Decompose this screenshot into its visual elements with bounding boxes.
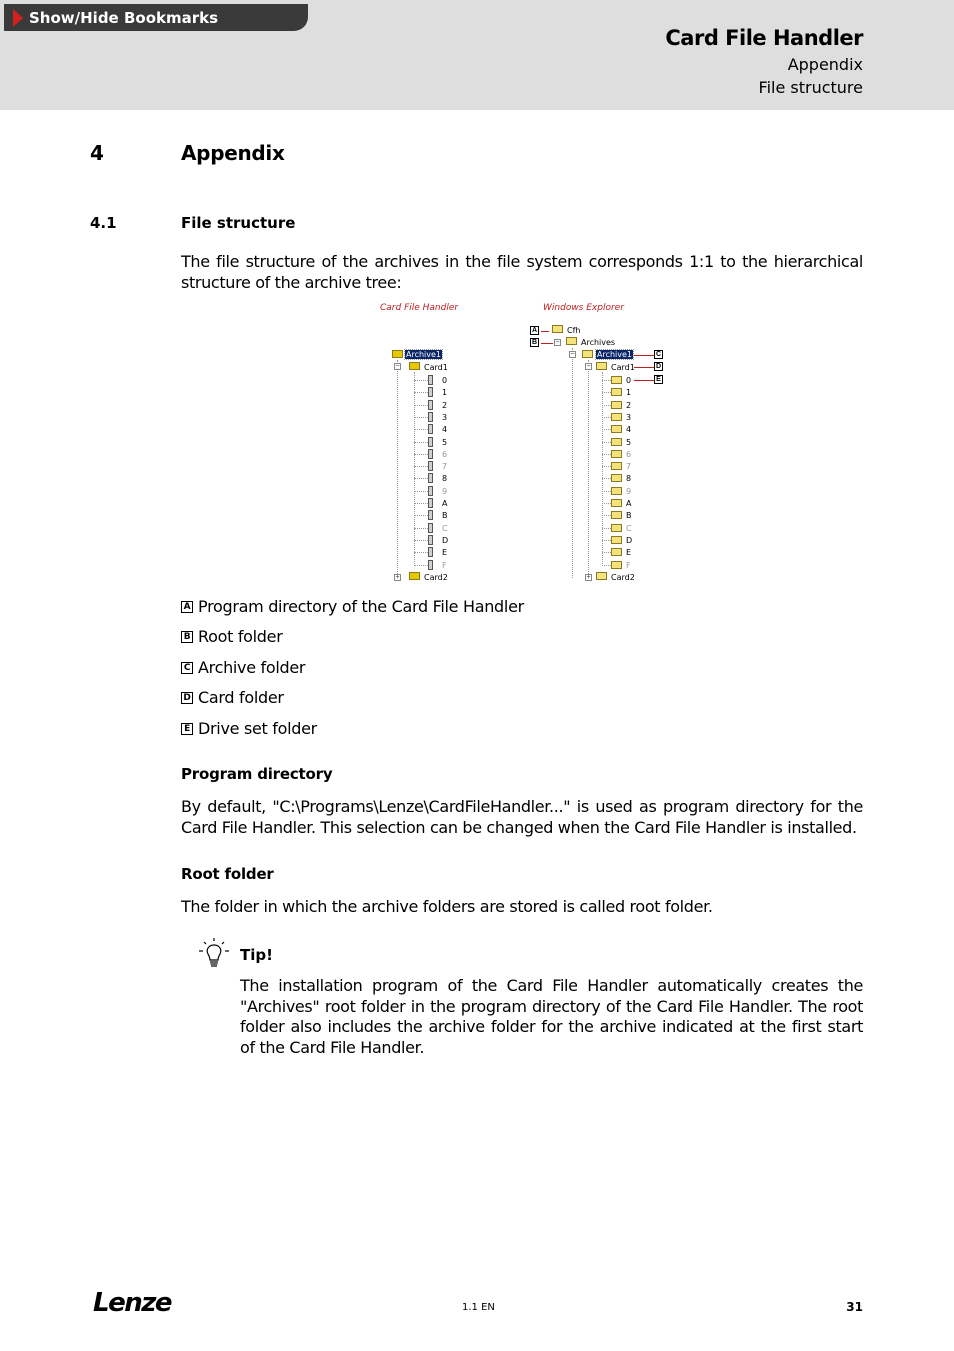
tree-connector bbox=[414, 478, 428, 479]
folder-icon bbox=[611, 388, 622, 396]
tree-connector bbox=[414, 552, 428, 553]
tree-node-drive: D bbox=[442, 535, 449, 545]
tip-title: Tip! bbox=[240, 946, 273, 964]
tree-connector bbox=[602, 442, 611, 443]
tree-node-drive: 1 bbox=[626, 388, 632, 398]
folder-icon bbox=[596, 572, 607, 580]
folder-icon bbox=[566, 337, 577, 345]
tree-connector bbox=[602, 372, 603, 566]
card-folder-icon bbox=[409, 362, 420, 370]
collapse-toggle: − bbox=[570, 351, 575, 358]
drive-icon bbox=[428, 400, 433, 410]
legend-key-d: D bbox=[181, 692, 193, 704]
drive-icon bbox=[428, 547, 433, 557]
folder-icon bbox=[582, 350, 593, 358]
folder-icon bbox=[611, 438, 622, 446]
folder-icon bbox=[611, 511, 622, 519]
tree-node-archive1: Archive1 bbox=[597, 350, 633, 359]
folder-icon bbox=[611, 376, 622, 384]
tree-connector bbox=[602, 565, 611, 566]
root-folder-paragraph: The folder in which the archive folders are stored is called root folder. bbox=[181, 897, 713, 916]
tag-line bbox=[541, 343, 553, 344]
legend-item-d bbox=[181, 688, 284, 707]
header-section: File structure bbox=[758, 78, 863, 97]
legend-item-e bbox=[181, 719, 317, 738]
tag-c: C bbox=[655, 351, 662, 358]
tree-connector bbox=[602, 540, 611, 541]
tree-connector bbox=[602, 454, 611, 455]
tree-node-drive: 4 bbox=[626, 425, 632, 435]
tree-node-drive: 7 bbox=[626, 462, 632, 472]
tag-b: B bbox=[531, 339, 538, 346]
folder-icon bbox=[611, 462, 622, 470]
tree-node-drive: 6 bbox=[442, 449, 448, 459]
program-directory-paragraph: By default, "C:\Programs\Lenze\CardFileHandler..." is used as program directory for the Card File Handler. This selection can be changed when the Card File Handler is installed. bbox=[181, 797, 863, 837]
lightbulb-icon bbox=[196, 936, 232, 970]
folder-icon bbox=[611, 425, 622, 433]
tree-connector bbox=[414, 392, 428, 393]
tree-node-drive: 5 bbox=[626, 437, 632, 447]
show-hide-bookmarks-button[interactable] bbox=[4, 4, 308, 31]
drive-icon bbox=[428, 387, 433, 397]
tree-node-drive: 3 bbox=[626, 412, 632, 422]
tree-connector bbox=[414, 454, 428, 455]
bookmarks-label: Show/Hide Bookmarks bbox=[29, 8, 219, 27]
tree-connector bbox=[414, 417, 428, 418]
document-title: Card File Handler bbox=[665, 26, 863, 50]
subsection-title: File structure bbox=[181, 214, 296, 232]
drive-icon bbox=[428, 461, 433, 471]
legend-key-e: E bbox=[181, 723, 193, 735]
tree-node-drive: 0 bbox=[442, 376, 448, 385]
folder-icon bbox=[611, 474, 622, 482]
tree-connector bbox=[414, 372, 415, 566]
tree-node-card1: Card1 bbox=[424, 363, 448, 372]
triangle-right-icon bbox=[13, 9, 23, 27]
tree-node-drive: 4 bbox=[442, 425, 448, 435]
drive-icon bbox=[428, 535, 433, 545]
tree-connector bbox=[414, 405, 428, 406]
folder-icon bbox=[611, 561, 622, 569]
tree-connector bbox=[414, 515, 428, 516]
tree-connector bbox=[397, 360, 398, 578]
section-title: Appendix bbox=[181, 141, 285, 165]
tree-connector bbox=[588, 360, 589, 578]
program-directory-heading: Program directory bbox=[181, 765, 333, 783]
tree-node-card2: Card2 bbox=[611, 573, 635, 582]
tree-node-drive: 2 bbox=[626, 400, 632, 410]
tree-connector bbox=[414, 565, 428, 566]
archive-folder-icon bbox=[392, 350, 403, 358]
collapse-toggle: − bbox=[395, 363, 400, 370]
tip-paragraph: The installation program of the Card File Handler automatically creates the "Archives" root folder in the program directory of the Card File Handler. The root folder also includes the archive folder for the archive indicated at the first start of the Card File Handler. bbox=[240, 976, 863, 1058]
drive-icon bbox=[428, 412, 433, 422]
legend-text-d: Card folder bbox=[198, 688, 284, 707]
root-folder-heading: Root folder bbox=[181, 865, 274, 883]
tag-e: E bbox=[654, 375, 663, 384]
tree-node-drive: 8 bbox=[626, 474, 632, 484]
tree-connector bbox=[414, 491, 428, 492]
folder-icon bbox=[611, 450, 622, 458]
legend-key-b: B bbox=[181, 631, 193, 643]
tree-node-drive: 3 bbox=[442, 412, 448, 422]
tree-connector bbox=[414, 528, 428, 529]
drive-icon bbox=[428, 449, 433, 459]
tree-node-cfh: Cfh bbox=[567, 326, 581, 335]
tree-node-drive: 7 bbox=[442, 462, 448, 472]
tree-connector bbox=[602, 491, 611, 492]
tag-line bbox=[634, 355, 654, 356]
tree-node-drive: C bbox=[442, 523, 448, 533]
folder-icon bbox=[611, 413, 622, 421]
folder-icon bbox=[611, 401, 622, 409]
tree-node-drive: 6 bbox=[626, 449, 632, 459]
folder-icon bbox=[611, 487, 622, 495]
folder-icon bbox=[552, 325, 563, 333]
legend-item-b bbox=[181, 627, 282, 646]
page-number: 31 bbox=[846, 1300, 863, 1314]
tree-node-drive: A bbox=[626, 499, 632, 508]
drive-icon bbox=[428, 560, 433, 570]
tree-connector bbox=[414, 503, 428, 504]
tree-connector bbox=[602, 478, 611, 479]
tree-connector bbox=[602, 503, 611, 504]
tree-connector bbox=[602, 528, 611, 529]
folder-icon bbox=[611, 499, 622, 507]
folder-icon bbox=[611, 524, 622, 532]
tree-node-drive: 9 bbox=[442, 486, 448, 496]
collapse-toggle: − bbox=[555, 339, 560, 346]
tree-node-drive: B bbox=[626, 511, 632, 521]
tree-node-drive: 9 bbox=[626, 486, 632, 496]
tree-connector bbox=[414, 466, 428, 467]
tree-node-drive: A bbox=[442, 499, 448, 508]
expand-toggle: + bbox=[395, 574, 400, 581]
folder-icon bbox=[611, 536, 622, 544]
drive-icon bbox=[428, 523, 433, 533]
section-number: 4 bbox=[90, 141, 104, 165]
legend-key-c: C bbox=[181, 662, 193, 674]
lenze-logo: Lenze bbox=[93, 1288, 171, 1318]
tree-node-drive: D bbox=[626, 535, 633, 545]
tree-connector bbox=[602, 392, 611, 393]
drive-icon bbox=[428, 510, 433, 520]
tree-node-archives: Archives bbox=[581, 338, 616, 347]
tag-line bbox=[634, 380, 654, 381]
tree-node-drive: F bbox=[442, 560, 447, 570]
tree-connector bbox=[602, 429, 611, 430]
tree-node-drive: E bbox=[442, 548, 448, 558]
tree-node-drive: 8 bbox=[442, 474, 448, 484]
tree-node-card1: Card1 bbox=[611, 363, 635, 372]
collapse-toggle: − bbox=[586, 363, 591, 370]
expand-toggle: + bbox=[586, 574, 591, 581]
caption-card-file-handler: Card File Handler bbox=[380, 303, 459, 313]
tree-node-drive: 1 bbox=[442, 388, 448, 398]
tree-connector bbox=[602, 380, 611, 381]
tree-connector bbox=[602, 515, 611, 516]
drive-icon bbox=[428, 375, 433, 385]
tree-node-drive: B bbox=[442, 511, 448, 521]
tree-connector bbox=[602, 405, 611, 406]
subsection-number: 4.1 bbox=[90, 214, 117, 232]
tree-connector bbox=[602, 552, 611, 553]
tag-line bbox=[634, 367, 654, 368]
tree-connector bbox=[414, 380, 428, 381]
tag-a: A bbox=[531, 327, 538, 334]
tag-line bbox=[541, 331, 549, 332]
tree-node-drive: F bbox=[626, 560, 631, 570]
folder-icon bbox=[611, 548, 622, 556]
file-structure-figure bbox=[370, 300, 680, 590]
legend-text-e: Drive set folder bbox=[198, 719, 317, 738]
tree-connector bbox=[414, 429, 428, 430]
legend-item-a bbox=[181, 597, 524, 616]
legend-key-a: A bbox=[181, 601, 193, 613]
caption-windows-explorer: Windows Explorer bbox=[543, 303, 624, 313]
legend-text-c: Archive folder bbox=[198, 658, 306, 677]
drive-icon bbox=[428, 473, 433, 483]
legend-text-a: Program directory of the Card File Handler bbox=[198, 597, 524, 616]
drive-icon bbox=[428, 424, 433, 434]
tree-connector bbox=[572, 348, 573, 578]
tree-connector bbox=[602, 466, 611, 467]
drive-icon bbox=[428, 437, 433, 447]
tree-node-archive1: Archive1 bbox=[406, 350, 442, 359]
tree-node-drive: 0 bbox=[626, 376, 632, 385]
card-folder-icon bbox=[409, 572, 420, 580]
tree-node-card2: Card2 bbox=[424, 573, 448, 582]
intro-paragraph: The file structure of the archives in the file system corresponds 1:1 to the hierarchical structure of the archive tree: bbox=[181, 252, 863, 292]
tree-node-drive: 2 bbox=[442, 400, 448, 410]
tag-d: D bbox=[655, 363, 662, 370]
tree-node-drive: E bbox=[626, 548, 632, 558]
document-version: 1.1 EN bbox=[462, 1302, 495, 1313]
drive-icon bbox=[428, 498, 433, 508]
folder-icon bbox=[596, 362, 607, 370]
tree-node-drive: 5 bbox=[442, 437, 448, 447]
tree-connector bbox=[414, 442, 428, 443]
drive-icon bbox=[428, 486, 433, 496]
tree-connector bbox=[414, 540, 428, 541]
header-chapter: Appendix bbox=[787, 55, 863, 74]
tree-node-drive: C bbox=[626, 523, 632, 533]
legend-text-b: Root folder bbox=[198, 627, 283, 646]
legend-item-c bbox=[181, 658, 305, 677]
tree-connector bbox=[602, 417, 611, 418]
